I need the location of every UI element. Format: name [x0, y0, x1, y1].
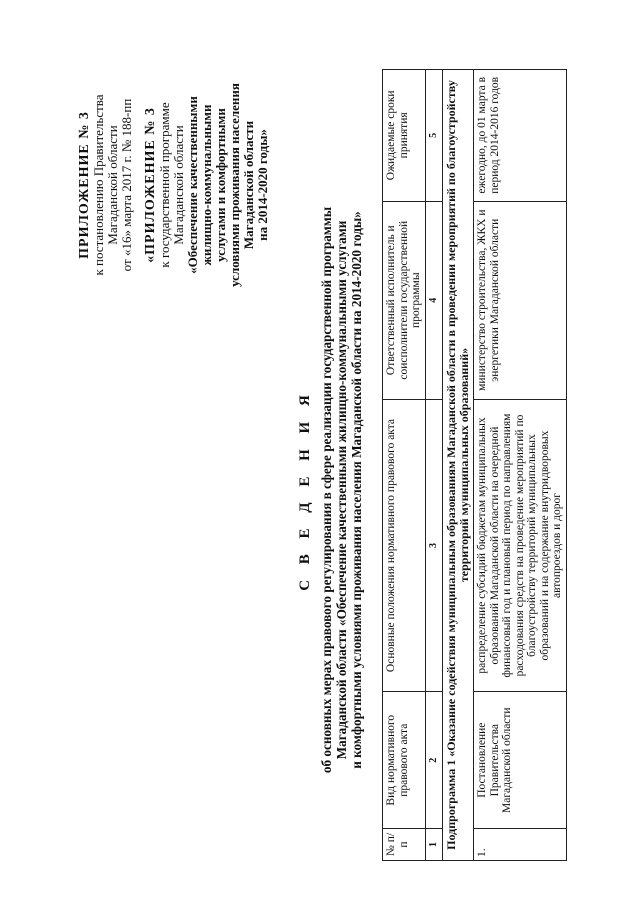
appendix-line: услугами и комфортными [213, 108, 228, 262]
header-provisions: Основные положения нормативного правового акта [383, 399, 426, 692]
appendix-line: Магаданской области [171, 125, 186, 245]
row-number: 1. [474, 829, 567, 861]
appendix-block [78, 25, 270, 345]
document-heading [298, 170, 364, 810]
measures-table [382, 69, 567, 861]
column-number-row [425, 70, 443, 861]
column-number: 3 [425, 399, 443, 692]
column-number: 2 [425, 692, 443, 829]
appendix-line: жилищно-коммунальными [199, 104, 214, 266]
appendix-line: Магаданской области [241, 120, 256, 250]
subprogram-row [443, 70, 474, 861]
appendix-date: от «16» марта 2017 г. № 188-пп [119, 98, 134, 272]
row-terms: ежегодно, до 01 марта в период 2014-2016 годов [474, 70, 567, 202]
row-executor: министерство строительства, ЖКХ и энергетики Магаданской области [474, 201, 567, 399]
table-row [474, 70, 567, 861]
appendix-title: ПРИЛОЖЕНИЕ № 3 [77, 111, 92, 259]
row-provisions: распределение субсидий бюджетам муниципальных образований Магаданской области на очередной финансовый год и плановый период по направлениям расходования средств на проведение мероприятий по благоустройству территорий муниципальных образований и на содержание внутридворовых автопроездов и дорог [474, 399, 567, 692]
appendix-title-2: «ПРИЛОЖЕНИЕ № 3 [143, 107, 158, 263]
appendix-line: условиями проживания населения [227, 83, 242, 287]
header-act-type: Вид нормативного правового акта [383, 692, 426, 829]
column-number: 4 [425, 201, 443, 399]
row-act-type: Постановление Правительства Магаданской области [474, 692, 567, 829]
appendix-line: «Обеспечение качественными [185, 96, 200, 274]
header-executor: Ответственный исполнитель и соисполнители государственной программы [383, 201, 426, 399]
header-number: № п/п [383, 829, 426, 861]
appendix-line: к постановлению Правительства [91, 94, 106, 276]
heading-line: и комфортными условиями проживания населения Магаданской области на 2014-2020 годы» [349, 211, 364, 769]
heading-line: об основных мерах правового регулирования в сфере реализации государственной программы [319, 206, 334, 774]
heading-line: Магаданской области «Обеспечение качественными жилищно-коммунальными услугами [334, 220, 349, 760]
header-terms: Ожидаемые сроки принятия [383, 70, 426, 202]
appendix-line: Магаданской области [105, 125, 120, 245]
column-number: 1 [425, 829, 443, 861]
column-number: 5 [425, 70, 443, 202]
heading-title: С В Е Д Е Н И Я [297, 389, 313, 591]
appendix-line: на 2014-2020 годы» [255, 129, 270, 241]
appendix-line: к государственной программе [157, 102, 172, 268]
table-header-row [383, 70, 426, 861]
subprogram-title: Подпрограмма 1 «Оказание содействия муниципальным образованиям Магаданской области в проведении мероприятий по благоустройству территорий муниципальных образований» [443, 70, 474, 861]
